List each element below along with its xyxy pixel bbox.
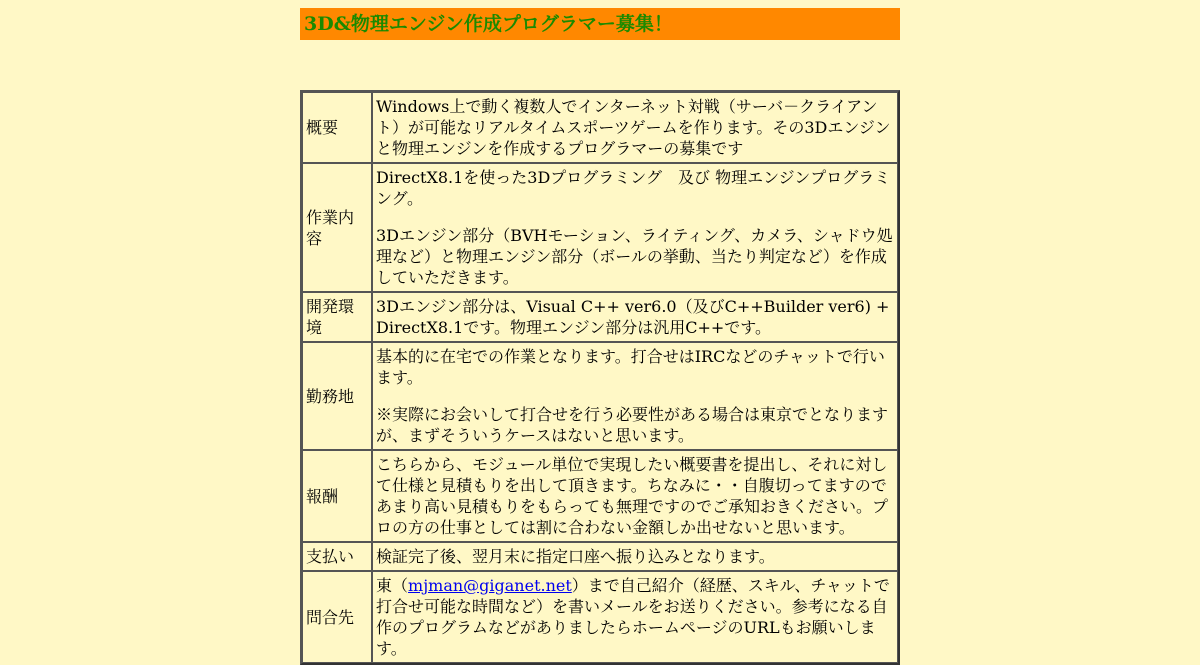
row-content-overview [372,92,898,163]
work-text-1: DirectX8.1を使った3Dプログラミング 及び 物理エンジンプログラミング。 [376,168,891,208]
reward-text: こちらから、モジュール単位で実現したい概要書を提出し、それに対して仕様と見積もりを出して頂きます。ちなみに・・自腹切ってますのであまり高い見積もりをもらっても無理ですのでご承知おきください。プロの方の仕事としては割に合わない金額しか出せないと思います。 [376,455,889,537]
work-text-2: 3Dエンジン部分（BVHモーション、ライティング、カメラ、シャドウ処理など）と物理エンジン部分（ボールの挙動、当たり判定など）を作成していただきます。 [376,226,893,287]
row-label-environment: 開発環境 [302,292,372,342]
contact-prefix: 東（ [376,576,409,595]
payment-text: 検証完了後、翌月末に指定口座へ振り込みとなります。 [376,547,775,566]
table-row-payment [302,542,898,571]
row-label-overview: 概要 [302,92,372,163]
recruitment-table [300,90,900,665]
contact-suffix: ）まで自己紹介（経歴、スキル、チャットで打合せ可能な時間など）を書いメールをお送りください。参考になる自作のプログラムなどがありましたらホームページのURLもお願いします。 [376,576,890,658]
row-label-contact: 問合先 [302,571,372,663]
location-text-2: ※実際にお会いして打合せを行う必要性がある場合は東京でとなりますが、まずそういうケースはないと思います。 [376,405,889,445]
table-row-overview [302,92,898,163]
contact-text [376,575,894,659]
row-label-work: 作業内容 [302,163,372,292]
overview-text: Windows上で動く複数人でインターネット対戦（サーバ－クライアント）が可能なリアルタイムスポーツゲームを作ります。その3Dエンジンと物理エンジンを作成するプログラマーの募集です [376,97,891,158]
table-row-contact [302,571,898,663]
location-text-1: 基本的に在宅での作業となります。打合せはIRCなどのチャットで行います。 [376,347,885,387]
row-content-contact [372,571,898,663]
environment-text: 3Dエンジン部分は、Visual C++ ver6.0（及びC++Builder ver6) + DirectX8.1です。物理エンジン部分は汎用C++です。 [376,297,890,337]
table-row-work [302,163,898,292]
row-content-payment [372,542,898,571]
title-bar [300,8,900,40]
row-content-work [372,163,898,292]
row-label-payment: 支払い [302,542,372,571]
table-row-reward [302,450,898,542]
row-content-location [372,342,898,450]
row-content-environment [372,292,898,342]
table-row-environment [302,292,898,342]
row-content-reward [372,450,898,542]
contact-email-link[interactable]: mjman@giganet.net [408,576,572,595]
table-row-location [302,342,898,450]
row-label-reward: 報酬 [302,450,372,542]
page-title: 3D&物理エンジン作成プログラマー募集！ [304,13,673,35]
row-label-location: 勤務地 [302,342,372,450]
